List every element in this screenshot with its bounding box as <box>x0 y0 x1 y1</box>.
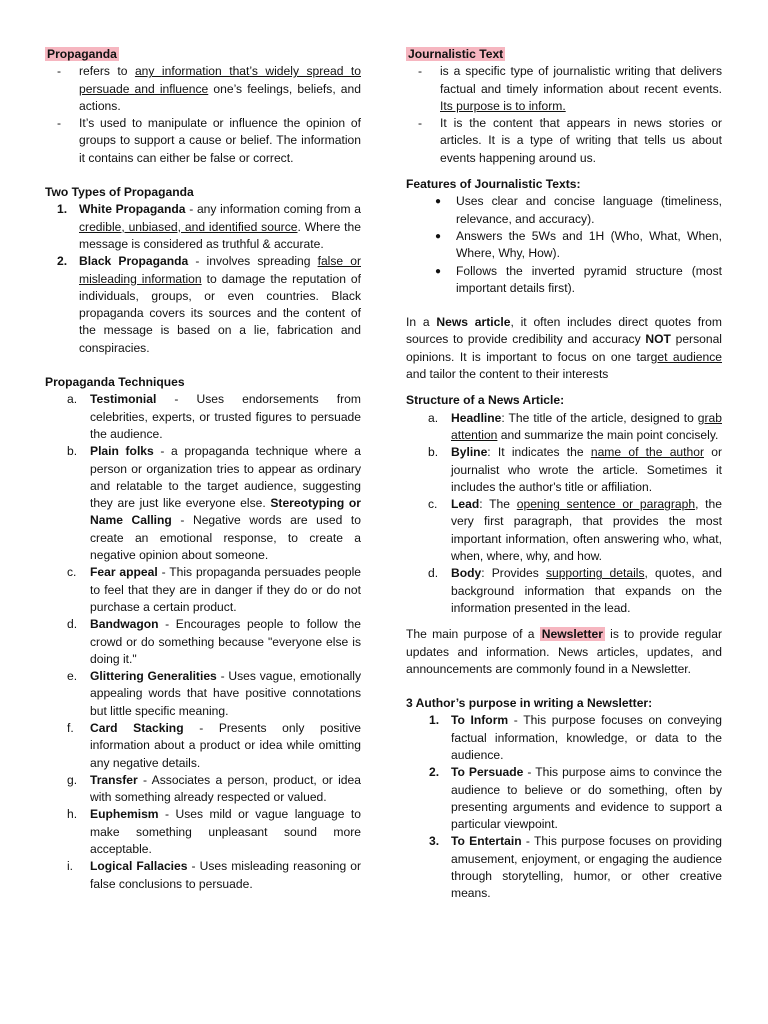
list-item: c. Lead: The opening sentence or paragraph, the very first paragraph, that provides the most important information, often answering who, what, when, where, why, and how. <box>428 497 722 564</box>
journalistic-heading: Journalistic Text <box>408 47 504 61</box>
propaganda-definitions <box>45 63 361 167</box>
list-item: a. Headline: The title of the article, designed to grab attention and summarize the main point concisely. <box>428 410 722 442</box>
list-item: e. Glittering Generalities - Uses vague, emotionally appealing words that have positive connotations but little specific meaning. <box>67 669 361 718</box>
propaganda-types-list <box>45 201 361 357</box>
techniques-heading: Propaganda Techniques <box>45 375 185 390</box>
list-item: b. Byline: It indicates the name of the author or journalist who wrote the article. Sometimes it includes the author's title or affiliation. <box>428 445 722 494</box>
list-item: 3. To Entertain - This purpose focuses on providing amusement, enjoyment, or engaging the audience through storytelling, humor, or other creative means. <box>429 834 723 901</box>
list-item: g. Transfer - Associates a person, product, or idea with something already respected or valued. <box>67 772 361 805</box>
list-item: c. Fear appeal - This propaganda persuades people to feel that they are in danger if they do or do not purchase a certain product. <box>67 565 362 614</box>
list-item: - is a specific type of journalistic writing that delivers factual and timely information about recent events. Its purpose is to inform. <box>418 64 722 113</box>
list-item: - It’s used to manipulate or influence the opinion of groups to support a cause or belief. The information it contains can either be false or correct. <box>57 116 361 165</box>
left-column <box>45 46 361 893</box>
structure-list <box>406 410 722 618</box>
bullet-icon: ● <box>435 265 442 277</box>
journalistic-definitions <box>406 63 722 167</box>
list-item: d. Body: Provides supporting details, quotes, and background information that expands on the information presented in the lead. <box>428 566 723 615</box>
list-item: ● Follows the inverted pyramid structure (most important details first). <box>435 263 722 295</box>
bullet-icon: ● <box>435 230 442 242</box>
list-item: 2. Black Propaganda - involves spreading false or misleading information to damage the reputation of individuals, groups, or even countries. Black propaganda covers its sources and the content of the message is based on a lie, fabrication and conspiracies. <box>57 254 362 355</box>
structure-heading: Structure of a News Article: <box>406 393 565 408</box>
list-item: - refers to any information that’s widely spread to persuade and influence one’s feelings, beliefs, and actions. <box>57 64 361 113</box>
list-item: ● Answers the 5Ws and 1H (Who, What, When, Where, Why, How). <box>435 228 722 261</box>
list-item: i. Logical Fallacies - Uses misleading reasoning or false conclusions to persuade. <box>67 859 361 891</box>
purpose-heading: 3 Author’s purpose in writing a Newsletter: <box>406 696 653 711</box>
list-item: f. Card Stacking - Presents only positive information about a product or idea while omitting any negative details. <box>67 720 361 770</box>
purpose-list <box>406 712 722 902</box>
list-item: a. Testimonial - Uses endorsements from celebrities, experts, or trusted figures to persuade the audience. <box>67 392 361 441</box>
list-item: 2. To Persuade - This purpose aims to convince the audience to believe or do something, often by presenting arguments and evidence to support a particular viewpoint. <box>429 765 722 832</box>
right-column <box>406 46 722 903</box>
list-item: - It is the content that appears in news stories or articles. It is a type of writing that tells us about events happening around us. <box>418 116 722 165</box>
features-heading: Features of Journalistic Texts: <box>406 177 581 192</box>
news-article-paragraph: In a News article, it often includes direct quotes from sources to provide credibility and accuracy NOT personal opinions. It is important to focus on one target audience and tailor the content to their interests <box>406 315 722 382</box>
list-item: h. Euphemism - Uses mild or vague language to make something unpleasant sound more acceptable. <box>67 807 361 857</box>
list-item: b. Plain folks - a propaganda technique where a person or organization tries to appear as ordinary and relatable to the target audience, suggesting they are just like everyone else. Stereotyping or Name Calling - Negative words are used to create an emotional response, to create a negative opinion about someone. <box>67 444 362 563</box>
features-list <box>406 193 722 297</box>
propaganda-heading: Propaganda <box>47 47 117 61</box>
bullet-icon: ● <box>435 196 442 208</box>
list-item: d. Bandwagon - Encourages people to follow the crowd or do something because "everyone else is doing it." <box>67 617 361 666</box>
techniques-list <box>45 391 361 893</box>
list-item: 1. White Propaganda - any information coming from a credible, unbiased, and identified source. Where the message is considered as truthful & accurate. <box>57 202 361 251</box>
types-heading: Two Types of Propaganda <box>45 185 194 200</box>
list-item: ● Uses clear and concise language (timeliness, relevance, and accuracy). <box>435 194 722 226</box>
newsletter-paragraph: The main purpose of a Newsletter is to provide regular updates and information. News articles, updates, and announcements are commonly found in a Newsletter. <box>406 627 722 676</box>
list-item: 1. To Inform - This purpose focuses on conveying factual information, knowledge, or data to the audience. <box>429 713 723 762</box>
